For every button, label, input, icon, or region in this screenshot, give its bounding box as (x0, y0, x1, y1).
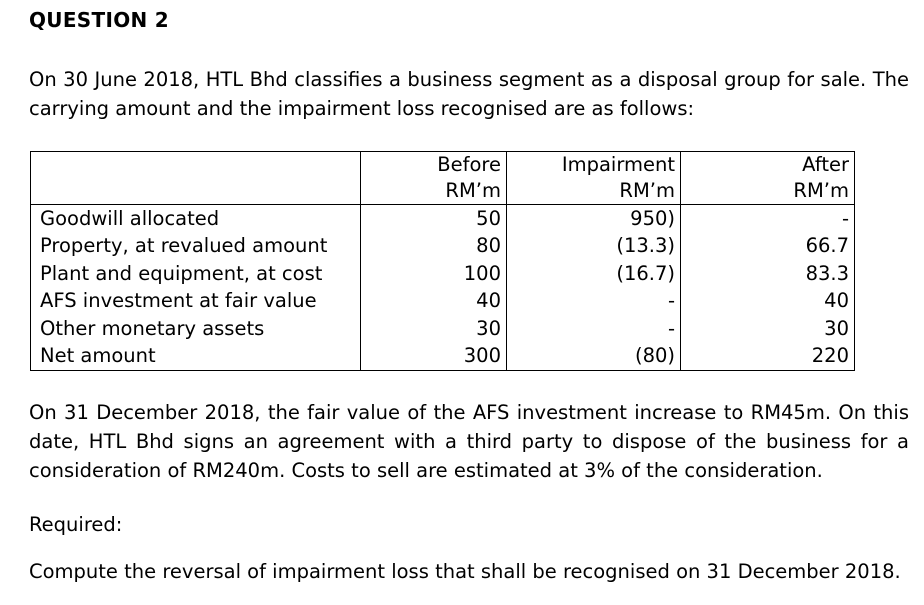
question-heading: QUESTION 2 (29, 8, 170, 32)
row-impairment-value: - (507, 315, 681, 343)
row-impairment-value: (16.7) (507, 260, 681, 288)
row-after-value: 40 (681, 288, 855, 316)
row-label: AFS investment at fair value (31, 288, 361, 316)
row-impairment-value: (80) (507, 343, 681, 371)
row-after-value: 30 (681, 315, 855, 343)
row-before-value: 80 (361, 233, 507, 261)
row-impairment-value: 950) (507, 205, 681, 233)
row-after-value: - (681, 205, 855, 233)
intro-paragraph: On 30 June 2018, HTL Bhd classifies a business segment as a disposal group for sale. The carrying amount and the impairment loss recognised are as follows: (29, 68, 909, 120)
table-row (31, 233, 855, 261)
row-impairment-value: (13.3) (507, 233, 681, 261)
task-text: Compute the reversal of impairment loss that shall be recognised on 31 December 2018. (29, 560, 901, 583)
header-impairment: Impairment (507, 152, 681, 179)
row-label: Property, at revalued amount (31, 233, 361, 261)
required-label: Required: (29, 513, 123, 536)
header-before: Before (361, 152, 507, 179)
followup-paragraph: On 31 December 2018, the fair value of the AFS investment increase to RM45m. On this date, HTL Bhd signs an agreement with a third party to dispose of the business for a consideration of RM240m. Costs to sell are estimated at 3% of the consideration. (29, 401, 909, 482)
header-after: After (681, 152, 855, 179)
row-label: Goodwill allocated (31, 205, 361, 233)
row-label: Net amount (31, 343, 361, 371)
row-after-value: 220 (681, 343, 855, 371)
table-row (31, 315, 855, 343)
table-row (31, 343, 855, 371)
table-row (31, 288, 855, 316)
row-before-value: 30 (361, 315, 507, 343)
row-before-value: 40 (361, 288, 507, 316)
header-empty-cell (31, 152, 361, 179)
impairment-table (30, 151, 855, 371)
header-impairment-unit: RM’m (507, 178, 681, 205)
row-after-value: 83.3 (681, 260, 855, 288)
row-after-value: 66.7 (681, 233, 855, 261)
row-impairment-value: - (507, 288, 681, 316)
table-header-row-2 (31, 178, 855, 205)
header-before-unit: RM’m (361, 178, 507, 205)
table-row (31, 205, 855, 233)
row-before-value: 100 (361, 260, 507, 288)
row-before-value: 300 (361, 343, 507, 371)
row-before-value: 50 (361, 205, 507, 233)
header-empty-cell (31, 178, 361, 205)
row-label: Other monetary assets (31, 315, 361, 343)
table-row (31, 260, 855, 288)
header-after-unit: RM’m (681, 178, 855, 205)
table-header-row-1 (31, 152, 855, 179)
row-label: Plant and equipment, at cost (31, 260, 361, 288)
